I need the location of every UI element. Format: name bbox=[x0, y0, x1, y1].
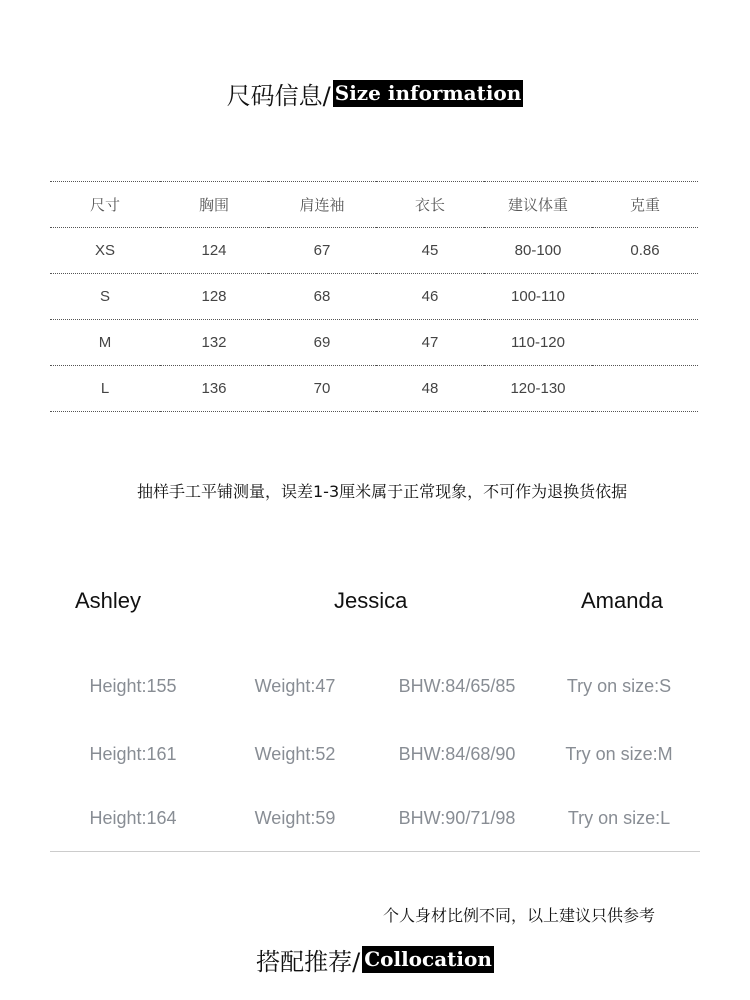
table-cell: 80-100 bbox=[514, 242, 562, 259]
table-cell: 124 bbox=[201, 242, 227, 259]
table-cell: 120-130 bbox=[510, 380, 566, 397]
model-bhw: BHW:90/71/98 bbox=[398, 808, 516, 828]
header-shoulder-sleeve: 肩连袖 bbox=[299, 196, 345, 214]
measurement-note: 抽样手工平铺测量，误差1-3厘米属于正常现象，不可作为退换货依据 bbox=[137, 482, 628, 501]
collocation-heading-cn: 搭配推荐/ bbox=[256, 948, 361, 976]
table-cell bbox=[592, 366, 698, 412]
table-cell: L bbox=[100, 380, 110, 397]
table-cell: 46 bbox=[421, 288, 439, 305]
reference-note: 个人身材比例不同，以上建议只供参考 bbox=[383, 906, 656, 925]
table-cell: 110-120 bbox=[511, 334, 565, 351]
model-info-row bbox=[0, 744, 750, 774]
table-cell: 136 bbox=[201, 380, 227, 397]
size-heading-cn: 尺码信息/ bbox=[226, 82, 331, 110]
table-cell: XS bbox=[94, 242, 115, 259]
model-name-ashley: Ashley bbox=[75, 588, 142, 613]
table-cell: 70 bbox=[313, 380, 331, 397]
model-try-size: Try on size:L bbox=[567, 808, 671, 828]
model-try-size: Try on size:S bbox=[566, 676, 672, 696]
table-cell: S bbox=[99, 288, 110, 305]
header-length: 衣长 bbox=[414, 196, 445, 214]
table-cell: 68 bbox=[313, 288, 331, 305]
header-suggested-weight: 建议体重 bbox=[507, 196, 568, 214]
table-cell: 45 bbox=[421, 242, 439, 259]
table-cell: 67 bbox=[313, 242, 331, 259]
header-fabric-weight: 克重 bbox=[629, 196, 660, 214]
table-cell bbox=[592, 274, 698, 320]
table-row bbox=[50, 366, 698, 412]
header-size: 尺寸 bbox=[89, 196, 120, 214]
table-cell: 0.86 bbox=[630, 242, 660, 259]
model-height: Height:164 bbox=[89, 808, 177, 828]
model-name-amanda: Amanda bbox=[581, 588, 663, 613]
collocation-heading-en: Collocation bbox=[364, 947, 492, 971]
size-table bbox=[50, 181, 698, 412]
model-weight: Weight:47 bbox=[254, 676, 336, 696]
model-bhw: BHW:84/68/90 bbox=[398, 744, 516, 764]
model-try-size: Try on size:M bbox=[565, 744, 673, 764]
header-chest: 胸围 bbox=[198, 196, 229, 214]
table-cell: 132 bbox=[201, 334, 227, 351]
model-info-row bbox=[0, 808, 750, 838]
size-table-header-row bbox=[50, 182, 698, 228]
model-height: Height:155 bbox=[89, 676, 177, 696]
table-cell: 100-110 bbox=[511, 288, 565, 305]
size-heading-en: Size information bbox=[334, 81, 522, 105]
table-cell: 48 bbox=[421, 380, 439, 397]
table-cell: M bbox=[98, 334, 112, 351]
collocation-heading bbox=[0, 942, 750, 977]
table-row bbox=[50, 320, 698, 366]
model-info-row bbox=[0, 676, 750, 706]
model-bhw: BHW:84/65/85 bbox=[398, 676, 516, 696]
section-divider bbox=[50, 851, 700, 852]
model-name-jessica: Jessica bbox=[334, 588, 408, 613]
table-cell bbox=[592, 320, 698, 366]
model-weight: Weight:52 bbox=[254, 744, 336, 764]
model-weight: Weight:59 bbox=[254, 808, 336, 828]
table-row bbox=[50, 228, 698, 274]
table-cell: 47 bbox=[421, 334, 439, 351]
table-row bbox=[50, 274, 698, 320]
table-cell: 128 bbox=[201, 288, 227, 305]
table-cell: 69 bbox=[313, 334, 331, 351]
size-information-heading bbox=[0, 76, 750, 111]
model-height: Height:161 bbox=[89, 744, 177, 764]
